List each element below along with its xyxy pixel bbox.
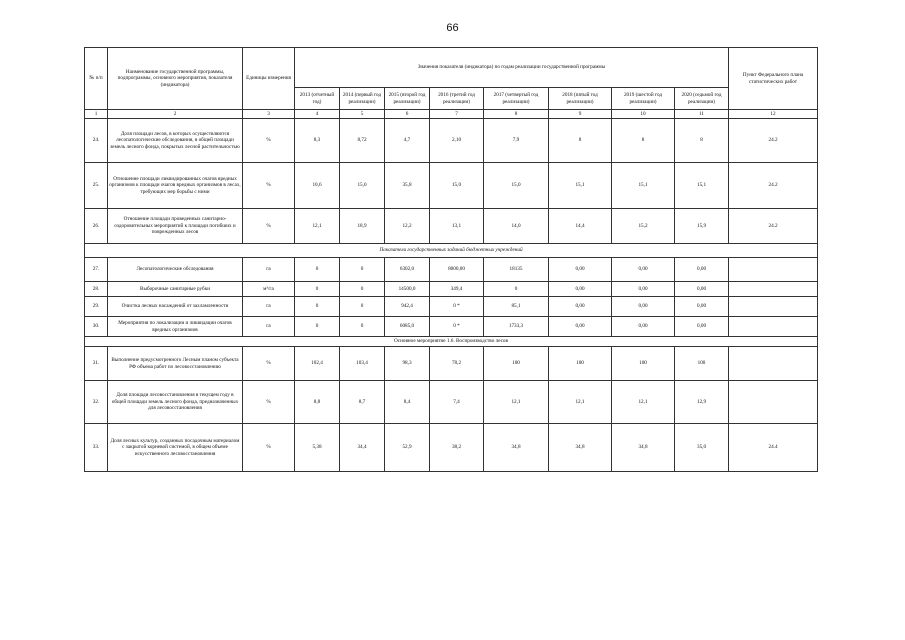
column-number: 4 — [295, 110, 340, 119]
value-cell: 12,1 — [612, 381, 675, 424]
value-cell: 35,8 — [385, 163, 430, 209]
value-cell: 85,1 — [484, 297, 549, 317]
unit-cell: % — [243, 163, 295, 209]
federal-plan-cell: 24.2 — [729, 119, 818, 163]
table-row — [85, 282, 818, 297]
header-year: 2016 (третий год реализации) — [430, 88, 484, 110]
value-cell: 15,1 — [675, 163, 729, 209]
column-number: 9 — [549, 110, 612, 119]
row-number: 29. — [85, 297, 108, 317]
federal-plan-cell: 24.4 — [729, 424, 818, 472]
value-cell: 35,0 — [675, 424, 729, 472]
value-cell: 0 — [295, 317, 340, 337]
unit-cell: % — [243, 424, 295, 472]
row-number: 28. — [85, 282, 108, 297]
header-name: Наименование государственной программы, подпрограммы, основного мероприятия, показателя (индикатора) — [108, 48, 243, 110]
table-row — [85, 424, 818, 472]
value-cell: 0,00 — [549, 317, 612, 337]
value-cell: 34,4 — [340, 424, 385, 472]
unit-cell: м³/га — [243, 282, 295, 297]
value-cell: 7,9 — [484, 119, 549, 163]
table-row — [85, 347, 818, 381]
value-cell: 34,8 — [612, 424, 675, 472]
value-cell: 18135 — [484, 258, 549, 282]
header-year: 2018 (пятый год реализации) — [549, 88, 612, 110]
value-cell: 12,9 — [675, 381, 729, 424]
value-cell: 0,00 — [549, 258, 612, 282]
indicator-name: Выполнение предусмотренного Лесным планом субъекта РФ объема работ по лесовосстановлению — [108, 347, 243, 381]
indicators-table — [84, 47, 818, 472]
value-cell: 7,4 — [430, 381, 484, 424]
header-year: 2019 (шестой год реализации) — [612, 88, 675, 110]
value-cell: 8000,00 — [430, 258, 484, 282]
value-cell: 100 — [484, 347, 549, 381]
value-cell: 14500,0 — [385, 282, 430, 297]
value-cell: 4,7 — [385, 119, 430, 163]
column-number: 10 — [612, 110, 675, 119]
header-federal-plan: Пункт Федерального плана статистических работ — [729, 48, 818, 110]
value-cell: 0,00 — [549, 282, 612, 297]
value-cell: 12,2 — [385, 209, 430, 244]
value-cell: 0 — [295, 282, 340, 297]
value-cell: 12,1 — [549, 381, 612, 424]
row-number: 27. — [85, 258, 108, 282]
unit-cell: % — [243, 381, 295, 424]
table-row — [85, 163, 818, 209]
indicator-name: Отношение площади проведенных санитарно-оздоровительных мероприятий к площади погибших и поврежденных лесов — [108, 209, 243, 244]
value-cell: 15,1 — [612, 163, 675, 209]
row-number: 32. — [85, 381, 108, 424]
federal-plan-cell — [729, 381, 818, 424]
value-cell: 0 — [340, 297, 385, 317]
value-cell: 2,10 — [430, 119, 484, 163]
value-cell: 0 * — [430, 317, 484, 337]
row-number: 33. — [85, 424, 108, 472]
header-unit: Единицы измерения — [243, 48, 295, 110]
column-number: 11 — [675, 110, 729, 119]
value-cell: 1733,3 — [484, 317, 549, 337]
value-cell: 0 — [484, 282, 549, 297]
value-cell: 18,9 — [340, 209, 385, 244]
value-cell: 78,2 — [430, 347, 484, 381]
row-number: 25. — [85, 163, 108, 209]
value-cell: 8 — [612, 119, 675, 163]
header-year: 2015 (второй год реализации) — [385, 88, 430, 110]
value-cell: 103,4 — [340, 347, 385, 381]
value-cell: 942,4 — [385, 297, 430, 317]
value-cell: 15,1 — [549, 163, 612, 209]
value-cell: 0 — [340, 282, 385, 297]
value-cell: 8,8 — [295, 381, 340, 424]
federal-plan-cell — [729, 317, 818, 337]
federal-plan-cell — [729, 258, 818, 282]
unit-cell: % — [243, 119, 295, 163]
value-cell: 0,00 — [612, 317, 675, 337]
table-row — [85, 317, 818, 337]
indicator-name: Отношение площади ликвидированных очагов вредных организмов к площади очагов вредных организмов в лесах, требующих мер борьбы с ними — [108, 163, 243, 209]
header-year: 2013 (отчетный год) — [295, 88, 340, 110]
value-cell: 6085,0 — [385, 317, 430, 337]
header-year: 2017 (четвертый год реализации) — [484, 88, 549, 110]
table-row — [85, 258, 818, 282]
value-cell: 0 * — [430, 297, 484, 317]
value-cell: 52,9 — [385, 424, 430, 472]
value-cell: 8 — [675, 119, 729, 163]
section-row — [85, 337, 818, 347]
value-cell: 15,0 — [340, 163, 385, 209]
value-cell: 0 — [340, 258, 385, 282]
value-cell: 0 — [295, 258, 340, 282]
header-num: № п/п — [85, 48, 108, 110]
page-number: 66 — [446, 22, 459, 34]
value-cell: 100 — [612, 347, 675, 381]
column-number: 2 — [108, 110, 243, 119]
indicator-name: Доля площади лесов, в которых осуществляются лесопатологические обследования, в общей площади земель лесного фонда, покрытых лесной растительностью — [108, 119, 243, 163]
value-cell: 0,00 — [675, 317, 729, 337]
unit-cell: % — [243, 209, 295, 244]
unit-cell: га — [243, 317, 295, 337]
value-cell: 15,0 — [484, 163, 549, 209]
value-cell: 8,7 — [340, 381, 385, 424]
value-cell: 349,4 — [430, 282, 484, 297]
header-year: 2020 (седьмой год реализации) — [675, 88, 729, 110]
column-number: 12 — [729, 110, 818, 119]
value-cell: 0,00 — [675, 258, 729, 282]
value-cell: 0 — [340, 317, 385, 337]
indicator-name: Доля площади лесовосстановления в текущем году в общей площади земель лесного фонда, предназначенных для лесовосстановления — [108, 381, 243, 424]
value-cell: 38,2 — [430, 424, 484, 472]
value-cell: 5,38 — [295, 424, 340, 472]
table-row — [85, 119, 818, 163]
column-number: 7 — [430, 110, 484, 119]
row-number: 24. — [85, 119, 108, 163]
indicator-name: Доля лесных культур, созданных посадочным материалом с закрытой корневой системой, в общем объеме искусственного лесовосстановления — [108, 424, 243, 472]
section-title: Основное мероприятие 1.6. Воспроизводство лесов — [85, 337, 818, 347]
value-cell: 10,6 — [295, 163, 340, 209]
federal-plan-cell: 24.2 — [729, 163, 818, 209]
value-cell: 0,00 — [612, 297, 675, 317]
federal-plan-cell — [729, 297, 818, 317]
table-row — [85, 297, 818, 317]
value-cell: 8,4 — [385, 381, 430, 424]
value-cell: 0,00 — [675, 297, 729, 317]
row-number: 26. — [85, 209, 108, 244]
value-cell: 8,3 — [295, 119, 340, 163]
value-cell: 0,00 — [612, 258, 675, 282]
value-cell: 34,8 — [549, 424, 612, 472]
row-number: 30. — [85, 317, 108, 337]
value-cell: 14,4 — [549, 209, 612, 244]
value-cell: 100 — [675, 347, 729, 381]
value-cell: 15,0 — [430, 163, 484, 209]
value-cell: 8,72 — [340, 119, 385, 163]
column-number: 6 — [385, 110, 430, 119]
value-cell: 15,2 — [612, 209, 675, 244]
section-row — [85, 244, 818, 258]
value-cell: 6302,0 — [385, 258, 430, 282]
value-cell: 34,8 — [484, 424, 549, 472]
column-number: 1 — [85, 110, 108, 119]
value-cell: 12,1 — [484, 381, 549, 424]
value-cell: 102,4 — [295, 347, 340, 381]
indicator-name: Выборочные санитарные рубки — [108, 282, 243, 297]
indicator-name: Мероприятия по локализации и ликвидации очагов вредных организмов — [108, 317, 243, 337]
federal-plan-cell — [729, 282, 818, 297]
indicator-name: Очистка лесных насаждений от захламленности — [108, 297, 243, 317]
row-number: 31. — [85, 347, 108, 381]
value-cell: 100 — [549, 347, 612, 381]
header-values-group: Значения показателя (индикатора) по годам реализации государственной программы — [295, 48, 729, 88]
value-cell: 15,9 — [675, 209, 729, 244]
value-cell: 8 — [549, 119, 612, 163]
unit-cell: % — [243, 347, 295, 381]
section-title: Показатели государственных заданий бюджетных учреждений — [85, 244, 818, 258]
value-cell: 14,0 — [484, 209, 549, 244]
federal-plan-cell — [729, 347, 818, 381]
value-cell: 0,00 — [612, 282, 675, 297]
value-cell: 0,00 — [549, 297, 612, 317]
table-row — [85, 381, 818, 424]
value-cell: 13,1 — [430, 209, 484, 244]
federal-plan-cell: 24.2 — [729, 209, 818, 244]
value-cell: 0,00 — [675, 282, 729, 297]
value-cell: 12,1 — [295, 209, 340, 244]
header-year: 2014 (первый год реализации) — [340, 88, 385, 110]
value-cell: 0 — [295, 297, 340, 317]
table-row — [85, 209, 818, 244]
column-number: 5 — [340, 110, 385, 119]
column-number: 3 — [243, 110, 295, 119]
value-cell: 98,3 — [385, 347, 430, 381]
indicator-name: Лесопатологические обследования — [108, 258, 243, 282]
unit-cell: га — [243, 297, 295, 317]
column-number: 8 — [484, 110, 549, 119]
unit-cell: га — [243, 258, 295, 282]
